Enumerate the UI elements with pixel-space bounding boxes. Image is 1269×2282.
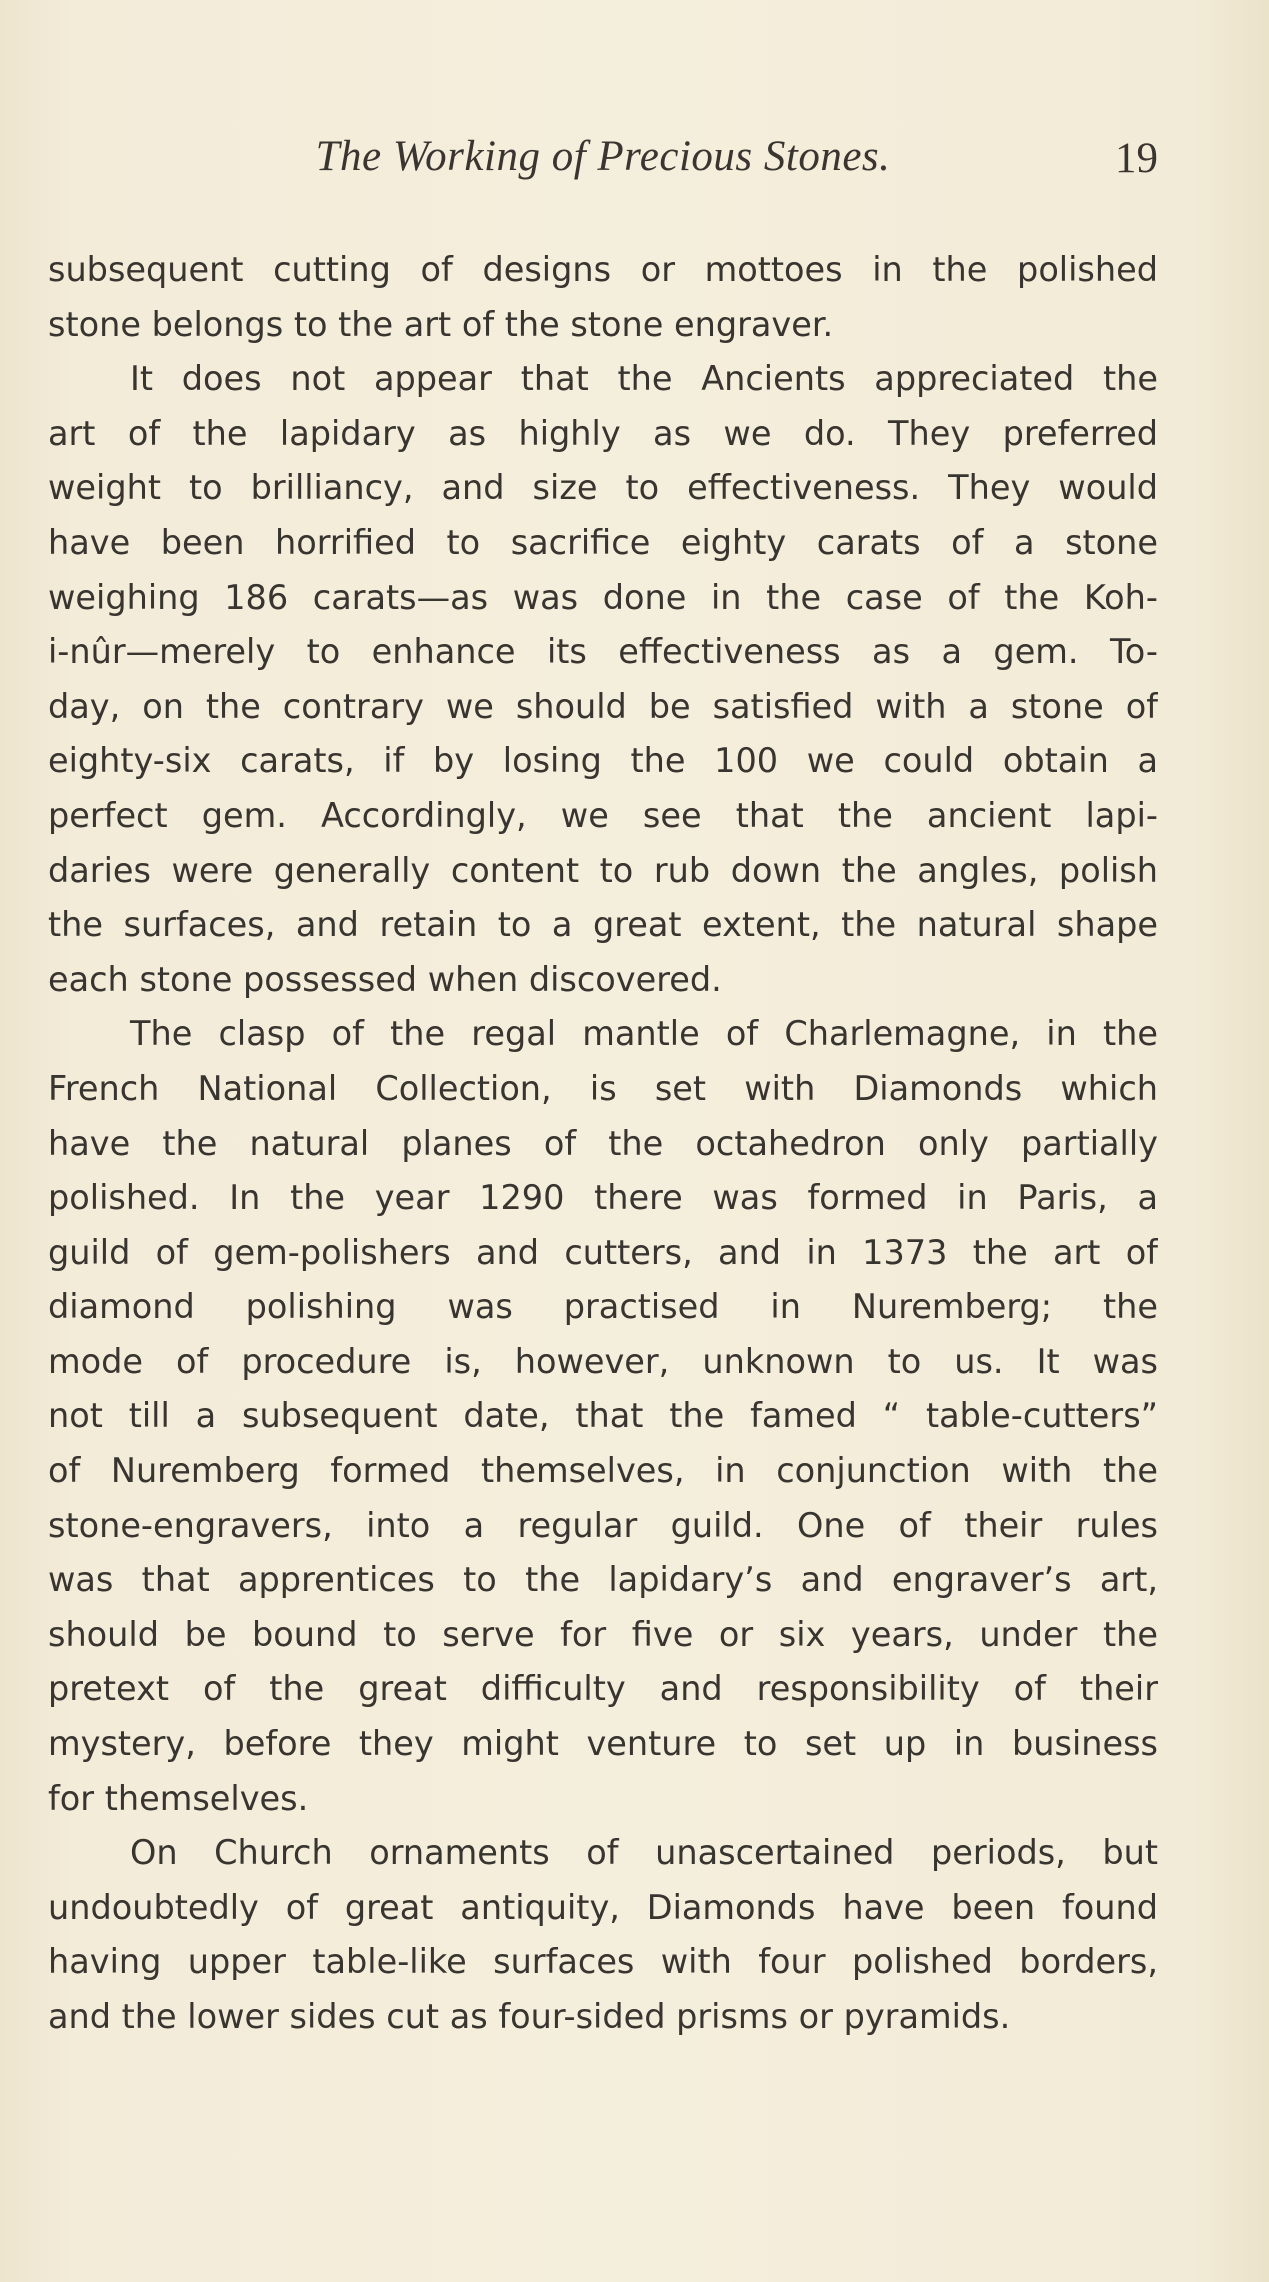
text-line: each stone possessed when discovered. <box>48 959 722 999</box>
text-line: stone-engravers, into a regular guild. One of their rules <box>48 1505 1158 1545</box>
text-line: should be bound to serve for five or six years, under the <box>48 1614 1158 1654</box>
text-line: undoubtedly of great antiquity, Diamonds have been found <box>48 1887 1158 1927</box>
text-line: stone belongs to the art of the stone engraver. <box>48 304 834 344</box>
text-line: the surfaces, and retain to a great extent, the natural shape <box>48 905 1158 945</box>
paragraph <box>48 243 1158 352</box>
text-line: subsequent cutting of designs or mottoes in the polished <box>48 250 1158 289</box>
text-line: pretext of the great difficulty and responsibility of their <box>48 1669 1158 1709</box>
page-header <box>48 132 1158 202</box>
text-line: diamond polishing was practised in Nuremberg; the <box>48 1287 1158 1327</box>
text-line: was that apprentices to the lapidary’s and engraver’s art, <box>48 1560 1158 1600</box>
text-line: On Church ornaments of unascertained periods, but <box>130 1833 1158 1873</box>
text-line: not till a subsequent date, that the famed “ table-cutters” <box>48 1396 1158 1436</box>
body-text <box>48 243 1158 2045</box>
text-line: polished. In the year 1290 there was formed in Paris, a <box>48 1178 1158 1218</box>
text-line: day, on the contrary we should be satisfied with a stone of <box>48 686 1158 726</box>
text-line: daries were generally content to rub down the angles, polish <box>48 850 1158 890</box>
text-line: i-nûr—merely to enhance its effectiveness as a gem. To- <box>48 632 1158 672</box>
text-line: The clasp of the regal mantle of Charlemagne, in the <box>130 1014 1158 1054</box>
text-line: perfect gem. Accordingly, we see that the ancient lapi- <box>48 795 1158 835</box>
text-line: art of the lapidary as highly as we do. They preferred <box>48 413 1158 453</box>
page-number: 19 <box>1115 135 1158 182</box>
text-line: weighing 186 carats—as was done in the case of the Koh- <box>48 577 1158 617</box>
text-line: French National Collection, is set with Diamonds which <box>48 1068 1158 1108</box>
paragraph <box>48 1826 1158 2044</box>
text-line: have the natural planes of the octahedron only partially <box>48 1123 1158 1163</box>
text-line: guild of gem-polishers and cutters, and in 1373 the art of <box>48 1232 1158 1272</box>
text-line: of Nuremberg formed themselves, in conjunction with the <box>48 1451 1158 1491</box>
text-line: eighty-six carats, if by losing the 100 we could obtain a <box>48 741 1158 781</box>
text-line: mode of procedure is, however, unknown to us. It was <box>48 1341 1158 1381</box>
text-line: mystery, before they might venture to set up in business <box>48 1724 1158 1764</box>
text-line: have been horrified to sacrifice eighty carats of a stone <box>48 522 1158 562</box>
paragraph <box>48 1007 1158 1826</box>
text-line: and the lower sides cut as four-sided prisms or pyramids. <box>48 1997 1011 2036</box>
text-line: weight to brilliancy, and size to effectiveness. They would <box>48 468 1158 508</box>
paragraph <box>48 352 1158 1007</box>
text-line: for themselves. <box>48 1778 309 1818</box>
running-title: The Working of Precious Stones. <box>315 133 891 180</box>
text-line: having upper table-like surfaces with four polished borders, <box>48 1942 1158 1982</box>
text-line: It does not appear that the Ancients appreciated the <box>130 359 1158 399</box>
